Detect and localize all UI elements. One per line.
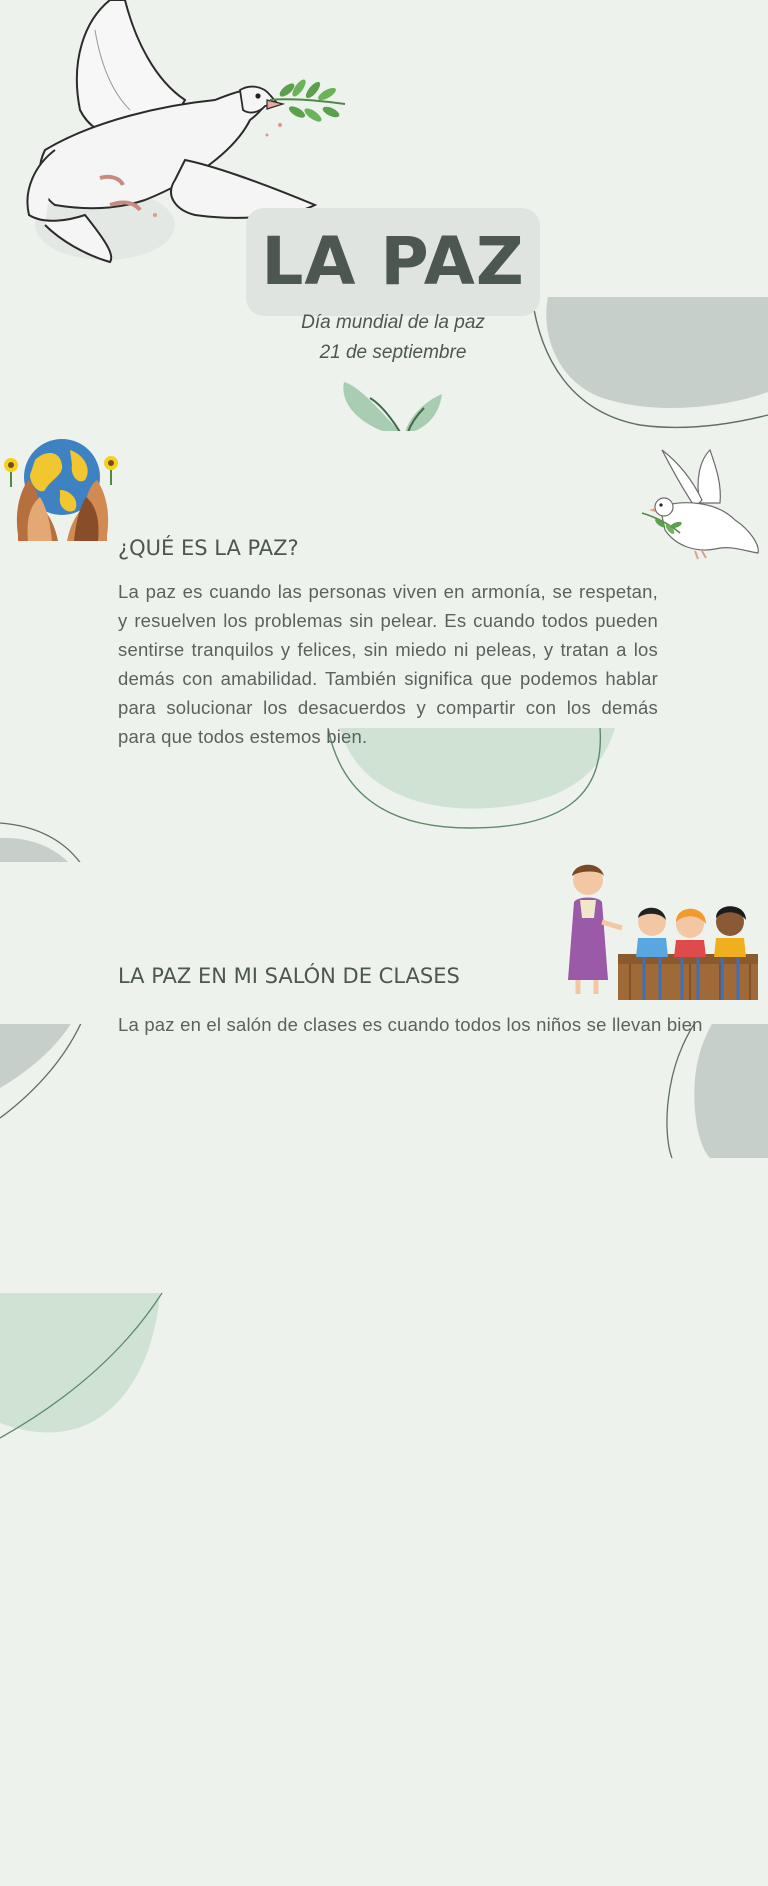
section-peace-in-classroom (0, 862, 768, 1035)
section-1-paragraph: La paz es cuando las personas viven en armonía, se respetan, y resuelven los problemas sin pelear. Es cuando todos pueden sentirse tranquilos y felices, sin miedo ni peleas, y tratan a los demás con amabilidad. También significa que podemos hablar para solucionar los desacuerdos y compartir con los demás para que todos estemos bien. (118, 581, 658, 747)
hero-section (0, 0, 768, 430)
leaf-sprout-icon (340, 376, 445, 432)
small-dove-icon (640, 445, 765, 573)
subtitle-event: Día mundial de la paz (301, 312, 485, 333)
section-what-is-peace (0, 431, 768, 861)
globe-hands-icon (0, 435, 125, 543)
section-2-heading: LA PAZ EN MI SALÓN DE CLASES (118, 964, 460, 988)
teacher-students-icon (560, 862, 760, 1004)
subtitle-date: 21 de septiembre (319, 342, 467, 363)
section-1-heading: ¿QUÉ ES LA PAZ? (118, 536, 299, 560)
page-title: LA PAZ (261, 223, 525, 300)
section-2-paragraph: La paz en el salón de clases es cuando todos los niños se llevan bien (118, 1014, 703, 1035)
